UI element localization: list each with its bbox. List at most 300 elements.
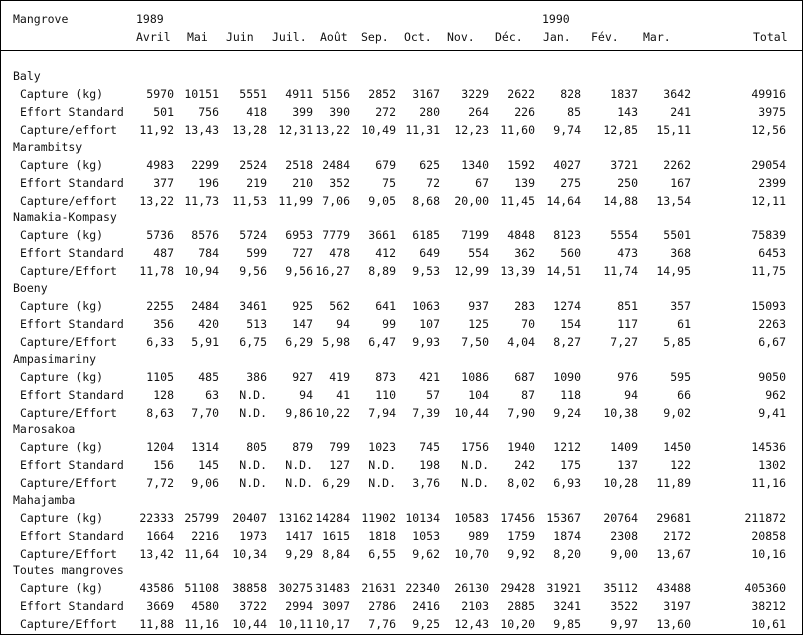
- row-label: Capture/Effort: [20, 476, 117, 490]
- table-cell: 13,39: [500, 264, 535, 278]
- table-cell: 4911: [285, 87, 313, 101]
- header-month: Oct.: [404, 30, 432, 44]
- table-cell: 241: [670, 105, 691, 119]
- table-cell: 9,92: [507, 547, 535, 561]
- table-cell: 799: [329, 440, 350, 454]
- total-cell: 6453: [758, 246, 786, 260]
- table-cell: 362: [514, 246, 535, 260]
- table-cell: 6,75: [239, 335, 267, 349]
- table-cell: 5970: [146, 87, 174, 101]
- table-cell: 1592: [507, 158, 535, 172]
- table-cell: 562: [329, 299, 350, 313]
- table-cell: 22340: [405, 581, 440, 595]
- table-cell: 9,56: [285, 264, 313, 278]
- row-label: Effort Standard: [20, 529, 124, 543]
- table-cell: 11,99: [278, 194, 313, 208]
- row-label: Effort Standard: [20, 105, 124, 119]
- table-cell: 10,49: [361, 123, 396, 137]
- table-cell: 35112: [603, 581, 638, 595]
- total-cell: 1302: [758, 458, 786, 472]
- table-cell: 11,45: [500, 194, 535, 208]
- group-name: Boeny: [13, 281, 48, 295]
- table-cell: 3661: [368, 228, 396, 242]
- table-cell: 828: [560, 87, 581, 101]
- table-cell: 7,76: [368, 617, 396, 631]
- table-cell: 6953: [285, 228, 313, 242]
- table-cell: 10134: [405, 511, 440, 525]
- table-cell: 5551: [239, 87, 267, 101]
- header-year-1990: 1990: [542, 12, 570, 26]
- table-cell: 10,20: [500, 617, 535, 631]
- table-cell: N.D.: [239, 476, 267, 490]
- table-cell: 16,27: [315, 264, 350, 278]
- table-cell: 4580: [191, 599, 219, 613]
- table-cell: 15367: [546, 511, 581, 525]
- table-cell: 13162: [278, 511, 313, 525]
- table-cell: 85: [567, 105, 581, 119]
- table-cell: 8,89: [368, 264, 396, 278]
- total-cell: 2263: [758, 317, 786, 331]
- table-cell: 20,00: [454, 194, 489, 208]
- total-cell: 962: [765, 388, 786, 402]
- table-cell: 357: [670, 299, 691, 313]
- header-month: Déc.: [495, 30, 523, 44]
- table-cell: 873: [375, 370, 396, 384]
- table-cell: 13,60: [656, 617, 691, 631]
- table-cell: 784: [198, 246, 219, 260]
- table-cell: 4983: [146, 158, 174, 172]
- table-cell: 9,86: [285, 406, 313, 420]
- table-cell: 485: [198, 370, 219, 384]
- table-cell: N.D.: [239, 458, 267, 472]
- table-cell: 9,05: [368, 194, 396, 208]
- table-cell: 10,94: [184, 264, 219, 278]
- table-cell: 1874: [553, 529, 581, 543]
- table-cell: 5156: [322, 87, 350, 101]
- table-cell: 145: [198, 458, 219, 472]
- table-cell: 1340: [461, 158, 489, 172]
- table-cell: 1973: [239, 529, 267, 543]
- table-cell: 356: [153, 317, 174, 331]
- total-cell: 6,67: [758, 335, 786, 349]
- table-cell: 7779: [322, 228, 350, 242]
- table-cell: 94: [299, 388, 313, 402]
- table-cell: N.D.: [368, 458, 396, 472]
- table-cell: 10151: [184, 87, 219, 101]
- table-cell: 6,29: [285, 335, 313, 349]
- table-cell: 11,31: [405, 123, 440, 137]
- table-cell: 2103: [461, 599, 489, 613]
- row-label: Capture/Effort: [20, 264, 117, 278]
- total-cell: 49916: [751, 87, 786, 101]
- table-cell: 7,39: [412, 406, 440, 420]
- row-label: Effort Standard: [20, 317, 124, 331]
- table-cell: 7,90: [507, 406, 535, 420]
- table-cell: 2518: [285, 158, 313, 172]
- table-cell: 29428: [500, 581, 535, 595]
- table-cell: 2299: [191, 158, 219, 172]
- table-cell: 125: [468, 317, 489, 331]
- table-cell: 7199: [461, 228, 489, 242]
- table-cell: 1759: [507, 529, 535, 543]
- table-cell: 8,27: [553, 335, 581, 349]
- table-cell: 6,29: [322, 476, 350, 490]
- total-cell: 11,75: [751, 264, 786, 278]
- table-cell: 29681: [656, 511, 691, 525]
- table-cell: 11,53: [232, 194, 267, 208]
- table-cell: 31921: [546, 581, 581, 595]
- table-cell: 13,22: [315, 123, 350, 137]
- table-cell: 12,43: [454, 617, 489, 631]
- table-cell: 1053: [412, 529, 440, 543]
- table-cell: 41: [336, 388, 350, 402]
- row-label: Capture (kg): [20, 511, 104, 525]
- table-cell: 9,00: [610, 547, 638, 561]
- table-cell: N.D.: [368, 476, 396, 490]
- table-cell: 487: [153, 246, 174, 260]
- table-cell: 3669: [146, 599, 174, 613]
- table-cell: 8,02: [507, 476, 535, 490]
- table-cell: 9,06: [191, 476, 219, 490]
- table-cell: 3167: [412, 87, 440, 101]
- total-cell: 75839: [751, 228, 786, 242]
- table-cell: 30275: [278, 581, 313, 595]
- table-cell: 989: [468, 529, 489, 543]
- header-month: Avril: [136, 30, 171, 44]
- row-label: Capture (kg): [20, 299, 104, 313]
- header-year-1989: 1989: [136, 12, 164, 26]
- table-cell: 2416: [412, 599, 440, 613]
- header-month: Août: [320, 30, 348, 44]
- table-cell: 9,97: [610, 617, 638, 631]
- table-cell: 412: [375, 246, 396, 260]
- table-cell: 419: [329, 370, 350, 384]
- table-cell: 272: [375, 105, 396, 119]
- table-cell: 727: [292, 246, 313, 260]
- table-cell: 9,56: [239, 264, 267, 278]
- table-cell: 110: [375, 388, 396, 402]
- table-cell: 9,85: [553, 617, 581, 631]
- table-cell: 10,22: [315, 406, 350, 420]
- table-cell: 1837: [610, 87, 638, 101]
- table-cell: 2622: [507, 87, 535, 101]
- header-month: Sep.: [361, 30, 389, 44]
- table-cell: 147: [292, 317, 313, 331]
- table-cell: 11,60: [500, 123, 535, 137]
- table-cell: 250: [617, 176, 638, 190]
- header-month: Fév.: [591, 30, 619, 44]
- table-cell: 687: [514, 370, 535, 384]
- table-cell: 7,72: [146, 476, 174, 490]
- table-cell: 10,11: [278, 617, 313, 631]
- table-cell: 8,20: [553, 547, 581, 561]
- table-cell: 13,42: [139, 547, 174, 561]
- table-cell: 3241: [553, 599, 581, 613]
- table-cell: 280: [419, 105, 440, 119]
- table-cell: 6185: [412, 228, 440, 242]
- table-cell: 1818: [368, 529, 396, 543]
- table-cell: 10,44: [454, 406, 489, 420]
- total-cell: 29054: [751, 158, 786, 172]
- table-cell: 8123: [553, 228, 581, 242]
- table-cell: 22333: [139, 511, 174, 525]
- total-cell: 12,11: [751, 194, 786, 208]
- table-cell: 937: [468, 299, 489, 313]
- row-label: Effort Standard: [20, 599, 124, 613]
- table-cell: 99: [382, 317, 396, 331]
- table-cell: 13,43: [184, 123, 219, 137]
- table-cell: 14,95: [656, 264, 691, 278]
- table-cell: 9,53: [412, 264, 440, 278]
- table-cell: 11,88: [139, 617, 174, 631]
- table-cell: 560: [560, 246, 581, 260]
- table-cell: 12,85: [603, 123, 638, 137]
- table-cell: 2524: [239, 158, 267, 172]
- table-cell: 2484: [191, 299, 219, 313]
- table-cell: 14,64: [546, 194, 581, 208]
- table-cell: 75: [382, 176, 396, 190]
- table-cell: 2308: [610, 529, 638, 543]
- table-cell: 390: [329, 105, 350, 119]
- table-cell: 9,29: [285, 547, 313, 561]
- table-cell: 10,34: [232, 547, 267, 561]
- row-label: Capture (kg): [20, 228, 104, 242]
- table-cell: 679: [375, 158, 396, 172]
- table-cell: 368: [670, 246, 691, 260]
- total-cell: 10,61: [751, 617, 786, 631]
- row-label: Capture (kg): [20, 87, 104, 101]
- table-cell: 87: [521, 388, 535, 402]
- table-cell: 4027: [553, 158, 581, 172]
- row-label: Capture/Effort: [20, 547, 117, 561]
- table-cell: 1417: [285, 529, 313, 543]
- table-cell: 554: [468, 246, 489, 260]
- table-cell: 2255: [146, 299, 174, 313]
- table-cell: 925: [292, 299, 313, 313]
- table-cell: 219: [246, 176, 267, 190]
- row-label: Capture (kg): [20, 440, 104, 454]
- table-cell: 756: [198, 105, 219, 119]
- table-cell: 473: [617, 246, 638, 260]
- table-cell: 352: [329, 176, 350, 190]
- table-cell: 15,11: [656, 123, 691, 137]
- table-cell: 283: [514, 299, 535, 313]
- table-cell: 10,28: [603, 476, 638, 490]
- table-cell: 1274: [553, 299, 581, 313]
- table-cell: N.D.: [239, 406, 267, 420]
- table-cell: 2786: [368, 599, 396, 613]
- table-cell: 2484: [322, 158, 350, 172]
- table-cell: 6,93: [553, 476, 581, 490]
- table-cell: 94: [336, 317, 350, 331]
- table-cell: 399: [292, 105, 313, 119]
- table-cell: 649: [419, 246, 440, 260]
- total-cell: 14536: [751, 440, 786, 454]
- table-cell: 1409: [610, 440, 638, 454]
- table-cell: 9,74: [553, 123, 581, 137]
- header-month: Nov.: [447, 30, 475, 44]
- group-name: Ampasimariny: [13, 352, 97, 366]
- table-cell: 595: [670, 370, 691, 384]
- table-cell: 976: [617, 370, 638, 384]
- row-label: Capture/Effort: [20, 406, 117, 420]
- table-cell: 3,76: [412, 476, 440, 490]
- table-cell: 625: [419, 158, 440, 172]
- table-cell: 513: [246, 317, 267, 331]
- table-cell: 12,99: [454, 264, 489, 278]
- total-cell: 9,41: [758, 406, 786, 420]
- table-cell: 13,22: [139, 194, 174, 208]
- table-cell: 14,51: [546, 264, 581, 278]
- table-cell: 1615: [322, 529, 350, 543]
- row-label: Capture/effort: [20, 194, 117, 208]
- table-cell: 7,70: [191, 406, 219, 420]
- table-cell: 14284: [315, 511, 350, 525]
- table-cell: 117: [617, 317, 638, 331]
- total-cell: 2399: [758, 176, 786, 190]
- table-cell: N.D.: [285, 476, 313, 490]
- group-name: Marosakoa: [13, 422, 76, 436]
- table-cell: 1105: [146, 370, 174, 384]
- total-cell: 9050: [758, 370, 786, 384]
- table-cell: 6,47: [368, 335, 396, 349]
- table-cell: 1090: [553, 370, 581, 384]
- table-cell: 9,24: [553, 406, 581, 420]
- table-cell: 599: [246, 246, 267, 260]
- table-cell: 70: [521, 317, 535, 331]
- header-month: Juil.: [272, 30, 307, 44]
- table-cell: 275: [560, 176, 581, 190]
- table-cell: 10,70: [454, 547, 489, 561]
- row-label: Capture (kg): [20, 581, 104, 595]
- table-cell: 51108: [184, 581, 219, 595]
- table-cell: 3721: [610, 158, 638, 172]
- table-cell: 5,98: [322, 335, 350, 349]
- table-cell: 9,02: [663, 406, 691, 420]
- table-cell: 3522: [610, 599, 638, 613]
- table-cell: 20764: [603, 511, 638, 525]
- table-cell: 8,63: [146, 406, 174, 420]
- table-cell: 7,94: [368, 406, 396, 420]
- total-cell: 15093: [751, 299, 786, 313]
- table-cell: 10,44: [232, 617, 267, 631]
- total-cell: 20858: [751, 529, 786, 543]
- table-cell: 418: [246, 105, 267, 119]
- table-cell: N.D.: [461, 458, 489, 472]
- table-cell: 5736: [146, 228, 174, 242]
- table-cell: 72: [426, 176, 440, 190]
- table-cell: 67: [475, 176, 489, 190]
- table-cell: 13,54: [656, 194, 691, 208]
- table-cell: 6,33: [146, 335, 174, 349]
- table-cell: 12,31: [278, 123, 313, 137]
- table-cell: 420: [198, 317, 219, 331]
- table-cell: 5554: [610, 228, 638, 242]
- table-cell: 57: [426, 388, 440, 402]
- table-cell: 156: [153, 458, 174, 472]
- table-cell: 11,92: [139, 123, 174, 137]
- table-cell: 3642: [663, 87, 691, 101]
- table-cell: 66: [677, 388, 691, 402]
- row-label: Capture (kg): [20, 158, 104, 172]
- header-month: Mar.: [643, 30, 671, 44]
- table-cell: 1212: [553, 440, 581, 454]
- table-cell: 2994: [285, 599, 313, 613]
- table-cell: 7,06: [322, 194, 350, 208]
- table-cell: 264: [468, 105, 489, 119]
- table-cell: 2262: [663, 158, 691, 172]
- row-label: Capture/Effort: [20, 617, 117, 631]
- table-cell: 11,74: [603, 264, 638, 278]
- table-cell: 2852: [368, 87, 396, 101]
- table-cell: 11,73: [184, 194, 219, 208]
- row-label: Effort Standard: [20, 176, 124, 190]
- table-cell: 1204: [146, 440, 174, 454]
- table-cell: 3461: [239, 299, 267, 313]
- group-name: Mahajamba: [13, 493, 76, 507]
- table-cell: 25799: [184, 511, 219, 525]
- table-cell: 3097: [322, 599, 350, 613]
- row-label: Effort Standard: [20, 458, 124, 472]
- table-cell: N.D.: [461, 476, 489, 490]
- table-cell: 21631: [361, 581, 396, 595]
- table-cell: 1756: [461, 440, 489, 454]
- table-cell: 1063: [412, 299, 440, 313]
- header-mangrove: Mangrove: [13, 12, 69, 26]
- table-cell: 641: [375, 299, 396, 313]
- table-cell: 3197: [663, 599, 691, 613]
- table-cell: 26130: [454, 581, 489, 595]
- table-cell: 63: [205, 388, 219, 402]
- table-cell: 10,17: [315, 617, 350, 631]
- table-cell: 377: [153, 176, 174, 190]
- table-cell: 154: [560, 317, 581, 331]
- total-cell: 38212: [751, 599, 786, 613]
- table-cell: 6,55: [368, 547, 396, 561]
- table-cell: 137: [617, 458, 638, 472]
- header-month: Mai: [187, 30, 208, 44]
- table-cell: 8576: [191, 228, 219, 242]
- table-cell: 851: [617, 299, 638, 313]
- table-cell: 2216: [191, 529, 219, 543]
- table-cell: 139: [514, 176, 535, 190]
- total-cell: 11,16: [751, 476, 786, 490]
- table-cell: 3229: [461, 87, 489, 101]
- table-cell: 14,88: [603, 194, 638, 208]
- group-name: Marambitsy: [13, 140, 83, 154]
- table-cell: 127: [329, 458, 350, 472]
- row-label: Capture (kg): [20, 370, 104, 384]
- table-cell: 7,27: [610, 335, 638, 349]
- table-cell: 5,91: [191, 335, 219, 349]
- table-cell: 501: [153, 105, 174, 119]
- table-cell: 9,93: [412, 335, 440, 349]
- table-cell: 1023: [368, 440, 396, 454]
- table-cell: 10,38: [603, 406, 638, 420]
- table-cell: 879: [292, 440, 313, 454]
- header-divider: [1, 50, 802, 51]
- table-cell: 2885: [507, 599, 535, 613]
- table-cell: 20407: [232, 511, 267, 525]
- table-cell: 7,50: [461, 335, 489, 349]
- table-cell: 13,28: [232, 123, 267, 137]
- table-cell: 17456: [500, 511, 535, 525]
- table-cell: 107: [419, 317, 440, 331]
- table-cell: 10583: [454, 511, 489, 525]
- header-month: Jan.: [543, 30, 571, 44]
- table-cell: 1940: [507, 440, 535, 454]
- table-cell: 242: [514, 458, 535, 472]
